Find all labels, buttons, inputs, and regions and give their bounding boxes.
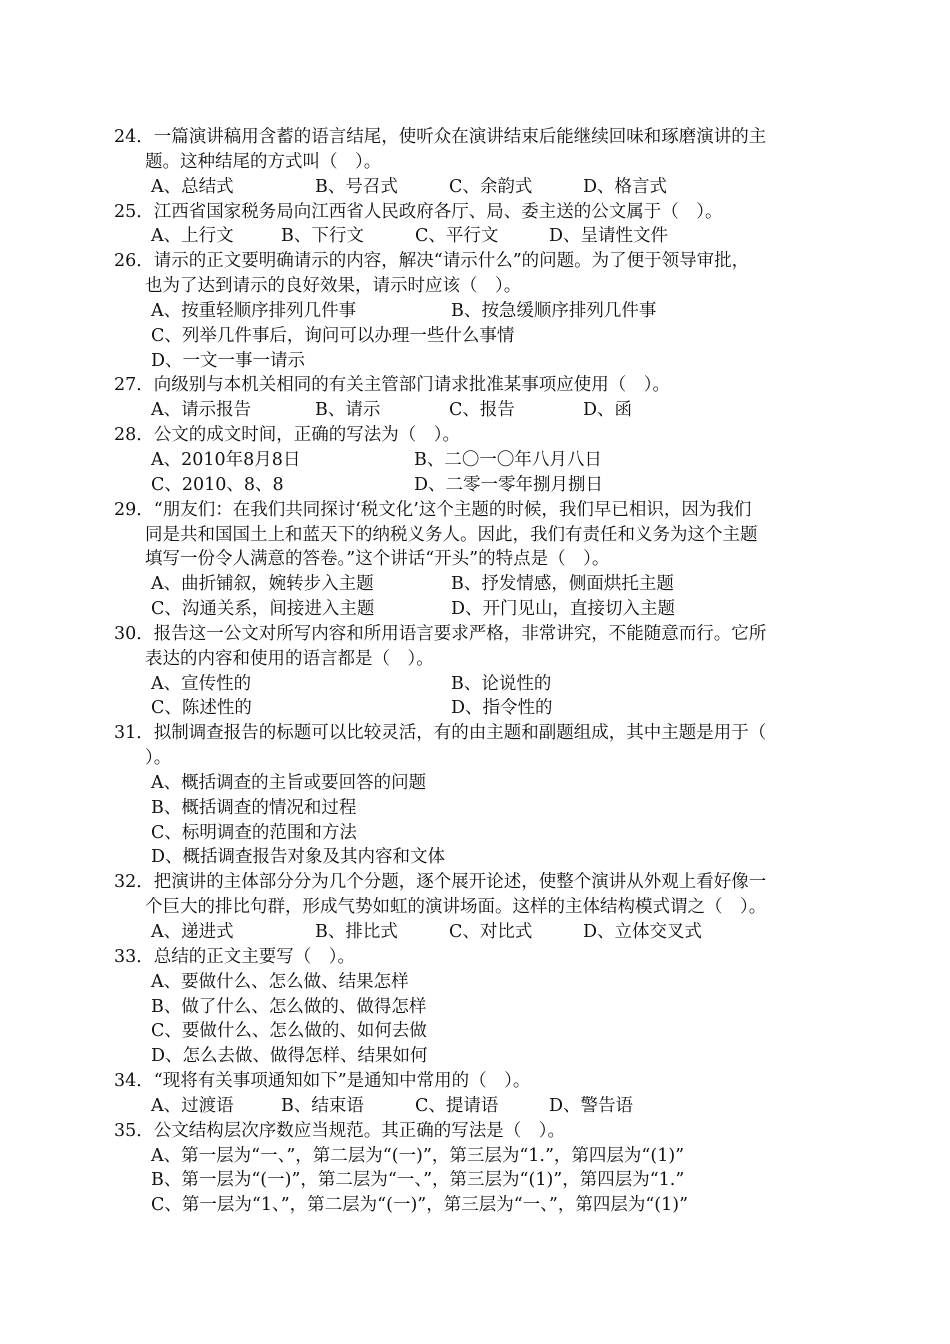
option-row <box>114 597 844 622</box>
option: C、平行文 <box>415 226 499 247</box>
option: C、对比式 <box>449 922 533 942</box>
option: D、一文一事一请示 <box>151 350 306 371</box>
question-text: 28．公文的成文时间，正确的写法为（ ）。 <box>114 425 461 446</box>
option: A、请示报告 <box>151 400 252 421</box>
question-text: 24．一篇演讲稿用含蓄的语言结尾，使听众在演讲结束后能继续回味和琢磨演讲的主 <box>114 127 767 147</box>
option: C、陈述性的 <box>151 698 252 719</box>
option: C、标明调查的范围和方法 <box>151 822 357 843</box>
question-text: 题。这种结尾的方式叫（ ）。 <box>145 151 382 172</box>
option-row <box>114 299 844 324</box>
option: D、概括调查报告对象及其内容和文体 <box>151 847 446 868</box>
option: D、警告语 <box>549 1095 634 1116</box>
option-row <box>114 175 844 200</box>
option: C、沟通关系，间接进入主题 <box>151 599 375 620</box>
option: D、格言式 <box>583 176 668 197</box>
option: B、概括调查的情况和过程 <box>151 797 357 818</box>
question-text: 33．总结的正文主要写（ ）。 <box>114 946 356 967</box>
option: A、要做什么、怎么做、结果怎样 <box>151 971 409 992</box>
question-text: 32．把演讲的主体部分分为几个分题，逐个展开论述，使整个演讲从外观上看好像一 <box>114 872 767 893</box>
option: B、号召式 <box>315 176 398 197</box>
option: C、第一层为“1、”，第二层为“(一)”，第三层为“一、”，第四层为“(1)” <box>151 1195 689 1216</box>
option-row <box>114 473 844 498</box>
question-text: 也为了达到请示的良好效果，请示时应该（ ）。 <box>145 276 522 297</box>
option: D、指令性的 <box>451 698 553 719</box>
option: C、提请语 <box>415 1095 499 1116</box>
question-text: 26．请示的正文要明确请示的内容，解决“请示什么”的问题。为了便于领导审批， <box>114 251 750 272</box>
option-row <box>114 572 844 597</box>
option: C、列举几件事后，询问可以办理一些什么事情 <box>151 325 515 346</box>
option: D、二零一零年捌月捌日 <box>414 474 604 495</box>
option: B、请示 <box>315 400 381 421</box>
option: D、立体交叉式 <box>583 922 703 942</box>
option-row <box>114 1094 844 1119</box>
option: A、第一层为“一、”，第二层为“(一)”，第三层为“1.”，第四层为“(1)” <box>151 1145 685 1166</box>
option: B、第一层为“(一)”，第二层为“一、”，第三层为“(1)”，第四层为“1.” <box>151 1170 685 1191</box>
question-text: 25．江西省国家税务局向江西省人民政府各厅、局、委主送的公文属于（ ）。 <box>114 201 723 222</box>
question-text: 35．公文结构层次序数应当规范。其正确的写法是（ ）。 <box>114 1120 566 1141</box>
question-text: 同是共和国国土上和蓝天下的纳税义务人。因此，我们有责任和义务为这个主题 <box>145 524 758 545</box>
question-text: 29．“朋友们：在我们共同探讨‘税文化’这个主题的时候，我们早已相识，因为我们 <box>114 499 752 520</box>
option: B、排比式 <box>315 922 398 942</box>
option: C、要做什么、怎么做的、如何去做 <box>151 1021 427 1042</box>
option-row <box>114 448 844 473</box>
question-text: 31．拟制调查报告的标题可以比较灵活，有的由主题和副题组成，其中主题是用于（ <box>114 723 767 744</box>
option: C、2010、8、8 <box>151 474 284 495</box>
option: B、抒发情感，侧面烘托主题 <box>451 574 674 595</box>
option: A、递进式 <box>151 922 234 942</box>
option-row <box>114 696 844 721</box>
question-text: 34．“现将有关事项通知如下”是通知中常用的（ ）。 <box>114 1071 531 1092</box>
question-text: 个巨大的排比句群，形成气势如虹的演讲场面。这样的主体结构模式谓之（ ）。 <box>145 897 767 918</box>
option: B、结束语 <box>281 1095 364 1116</box>
option: A、概括调查的主旨或要回答的问题 <box>151 772 427 793</box>
option: A、总结式 <box>151 176 234 197</box>
question-text: 填写一份令人满意的答卷。”这个讲话“开头”的特点是（ ）。 <box>145 549 610 570</box>
option: A、按重轻顺序排列几件事 <box>151 300 357 321</box>
option: D、怎么去做、做得怎样、结果如何 <box>151 1046 428 1067</box>
option: A、上行文 <box>151 226 234 247</box>
question-list <box>114 125 844 1218</box>
question-text: 30．报告这一公文对所写内容和所用语言要求严格，非常讲究，不能随意而行。它所 <box>114 623 767 644</box>
option: B、做了什么、怎么做的、做得怎样 <box>151 996 427 1017</box>
option-row <box>114 920 844 945</box>
option: A、2010年8月8日 <box>151 449 301 470</box>
question-text: 表达的内容和使用的语言都是（ ）。 <box>145 648 434 669</box>
option: A、过渡语 <box>151 1095 234 1116</box>
option: B、论说性的 <box>451 673 552 694</box>
option: B、二〇一〇年八月八日 <box>414 449 602 470</box>
option: C、报告 <box>449 400 515 421</box>
option: C、余韵式 <box>449 176 533 197</box>
question-text: 27．向级别与本机关相同的有关主管部门请求批准某事项应使用（ ）。 <box>114 375 671 396</box>
option-row <box>114 672 844 697</box>
option: B、按急缓顺序排列几件事 <box>451 300 657 321</box>
option: D、函 <box>583 400 633 421</box>
option-row <box>114 398 844 423</box>
option: B、下行文 <box>281 226 364 247</box>
option: D、开门见山，直接切入主题 <box>451 599 676 620</box>
option: A、宣传性的 <box>151 673 252 694</box>
question-text: ）。 <box>145 748 172 769</box>
option-row <box>114 224 844 249</box>
option: A、曲折铺叙，婉转步入主题 <box>151 574 374 595</box>
option: D、呈请性文件 <box>549 226 669 247</box>
